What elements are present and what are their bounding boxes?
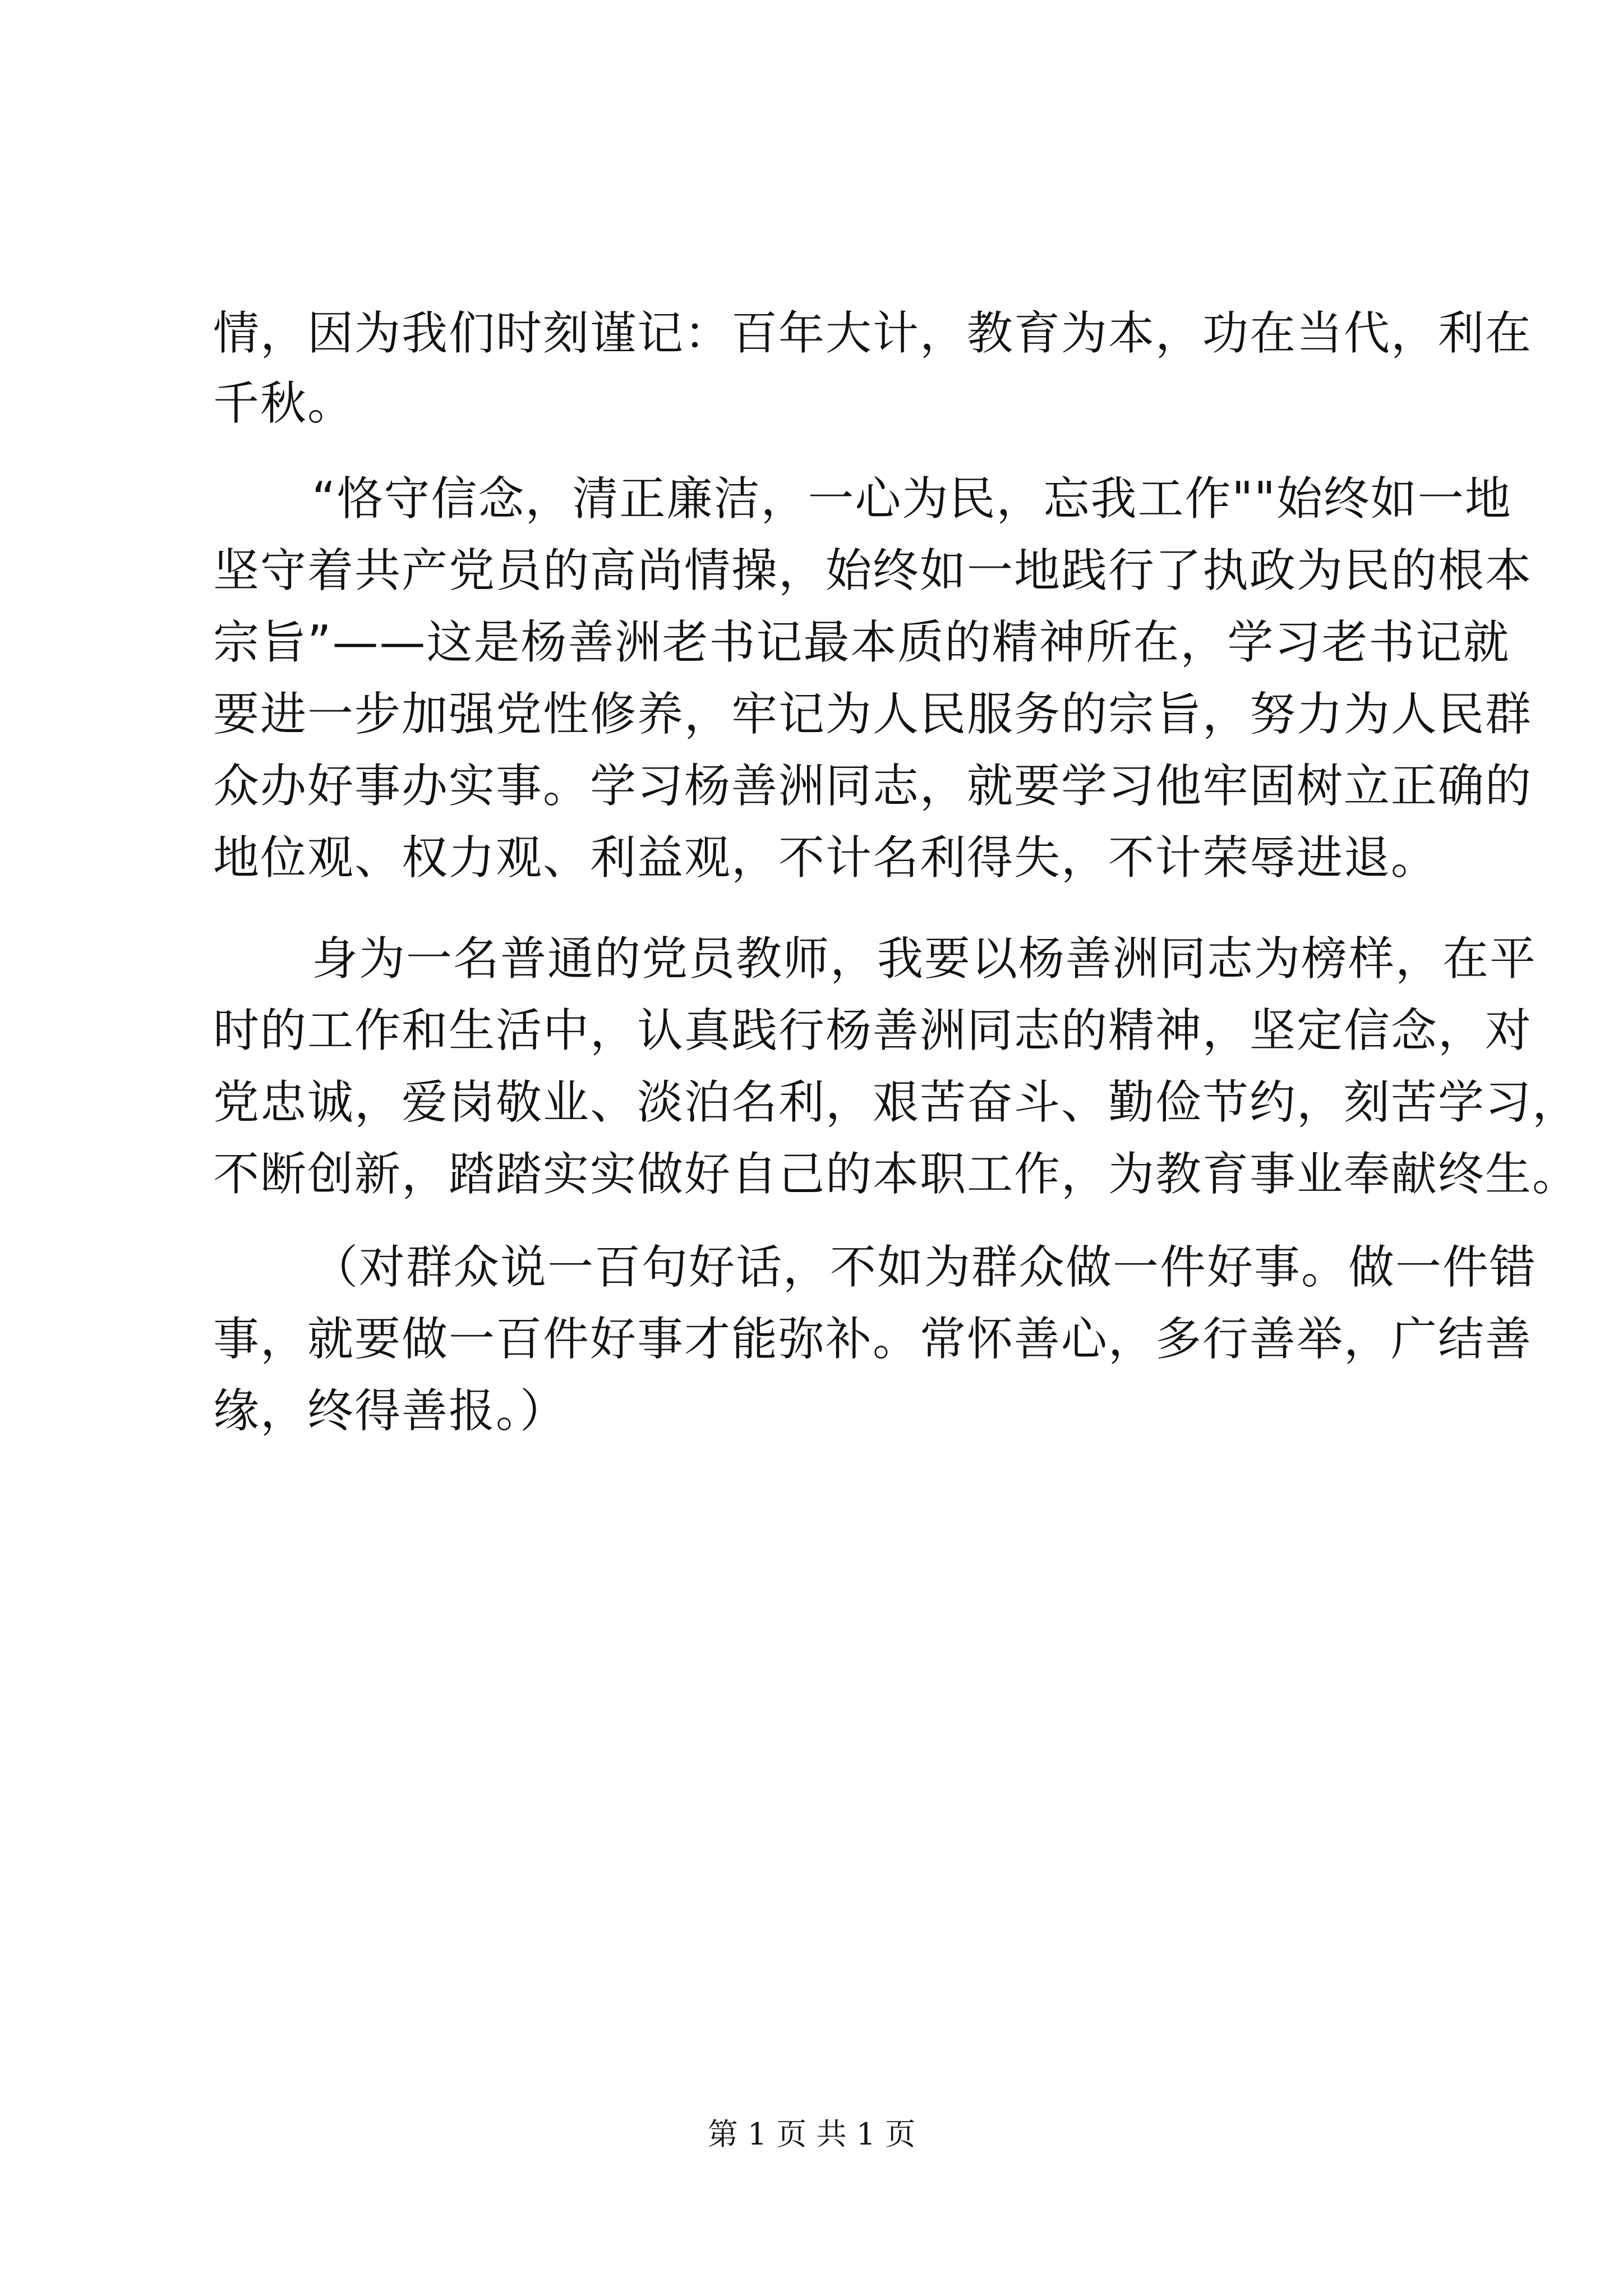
text-line: “恪守信念，清正廉洁，一心为民，忘我工作""始终如一地 <box>312 472 1512 526</box>
text-line: 千秋。 <box>213 377 355 430</box>
text-line: 情，因为我们时刻谨记：百年大计，教育为本，功在当代，利在 <box>213 307 1533 360</box>
text-line: 时的工作和生活中，认真践行杨善洲同志的精神，坚定信念，对 <box>213 1004 1533 1057</box>
text-line: 不断创新，踏踏实实做好自己的本职工作，为教育事业奉献终生。 <box>213 1148 1580 1201</box>
text-line: 缘，终得善报。） <box>213 1384 568 1438</box>
text-line: （对群众说一百句好话，不如为群众做一件好事。做一件错 <box>312 1241 1537 1294</box>
text-line: 宗旨”——这是杨善洲老书记最本质的精神所在，学习老书记就 <box>213 616 1510 669</box>
page-footer: 第 1 页 共 1 页 <box>707 2116 916 2152</box>
text-line: 坚守着共产党员的高尚情操，始终如一地践行了执政为民的根本 <box>213 544 1533 597</box>
text-line: 地位观、权力观、利益观，不计名利得失，不计荣辱进退。 <box>213 831 1438 885</box>
text-line: 众办好事办实事。学习杨善洲同志，就要学习他牢固树立正确的 <box>213 760 1533 813</box>
text-line: 身为一名普通的党员教师，我要以杨善洲同志为榜样，在平 <box>312 932 1537 986</box>
text-line: 要进一步加强党性修养，牢记为人民服务的宗旨，努力为人民群 <box>213 688 1533 741</box>
text-line: 党忠诚，爱岗敬业、淡泊名利，艰苦奋斗、勤俭节约，刻苦学习， <box>213 1076 1580 1129</box>
text-line: 事，就要做一百件好事才能弥补。常怀善心，多行善举，广结善 <box>213 1313 1533 1366</box>
